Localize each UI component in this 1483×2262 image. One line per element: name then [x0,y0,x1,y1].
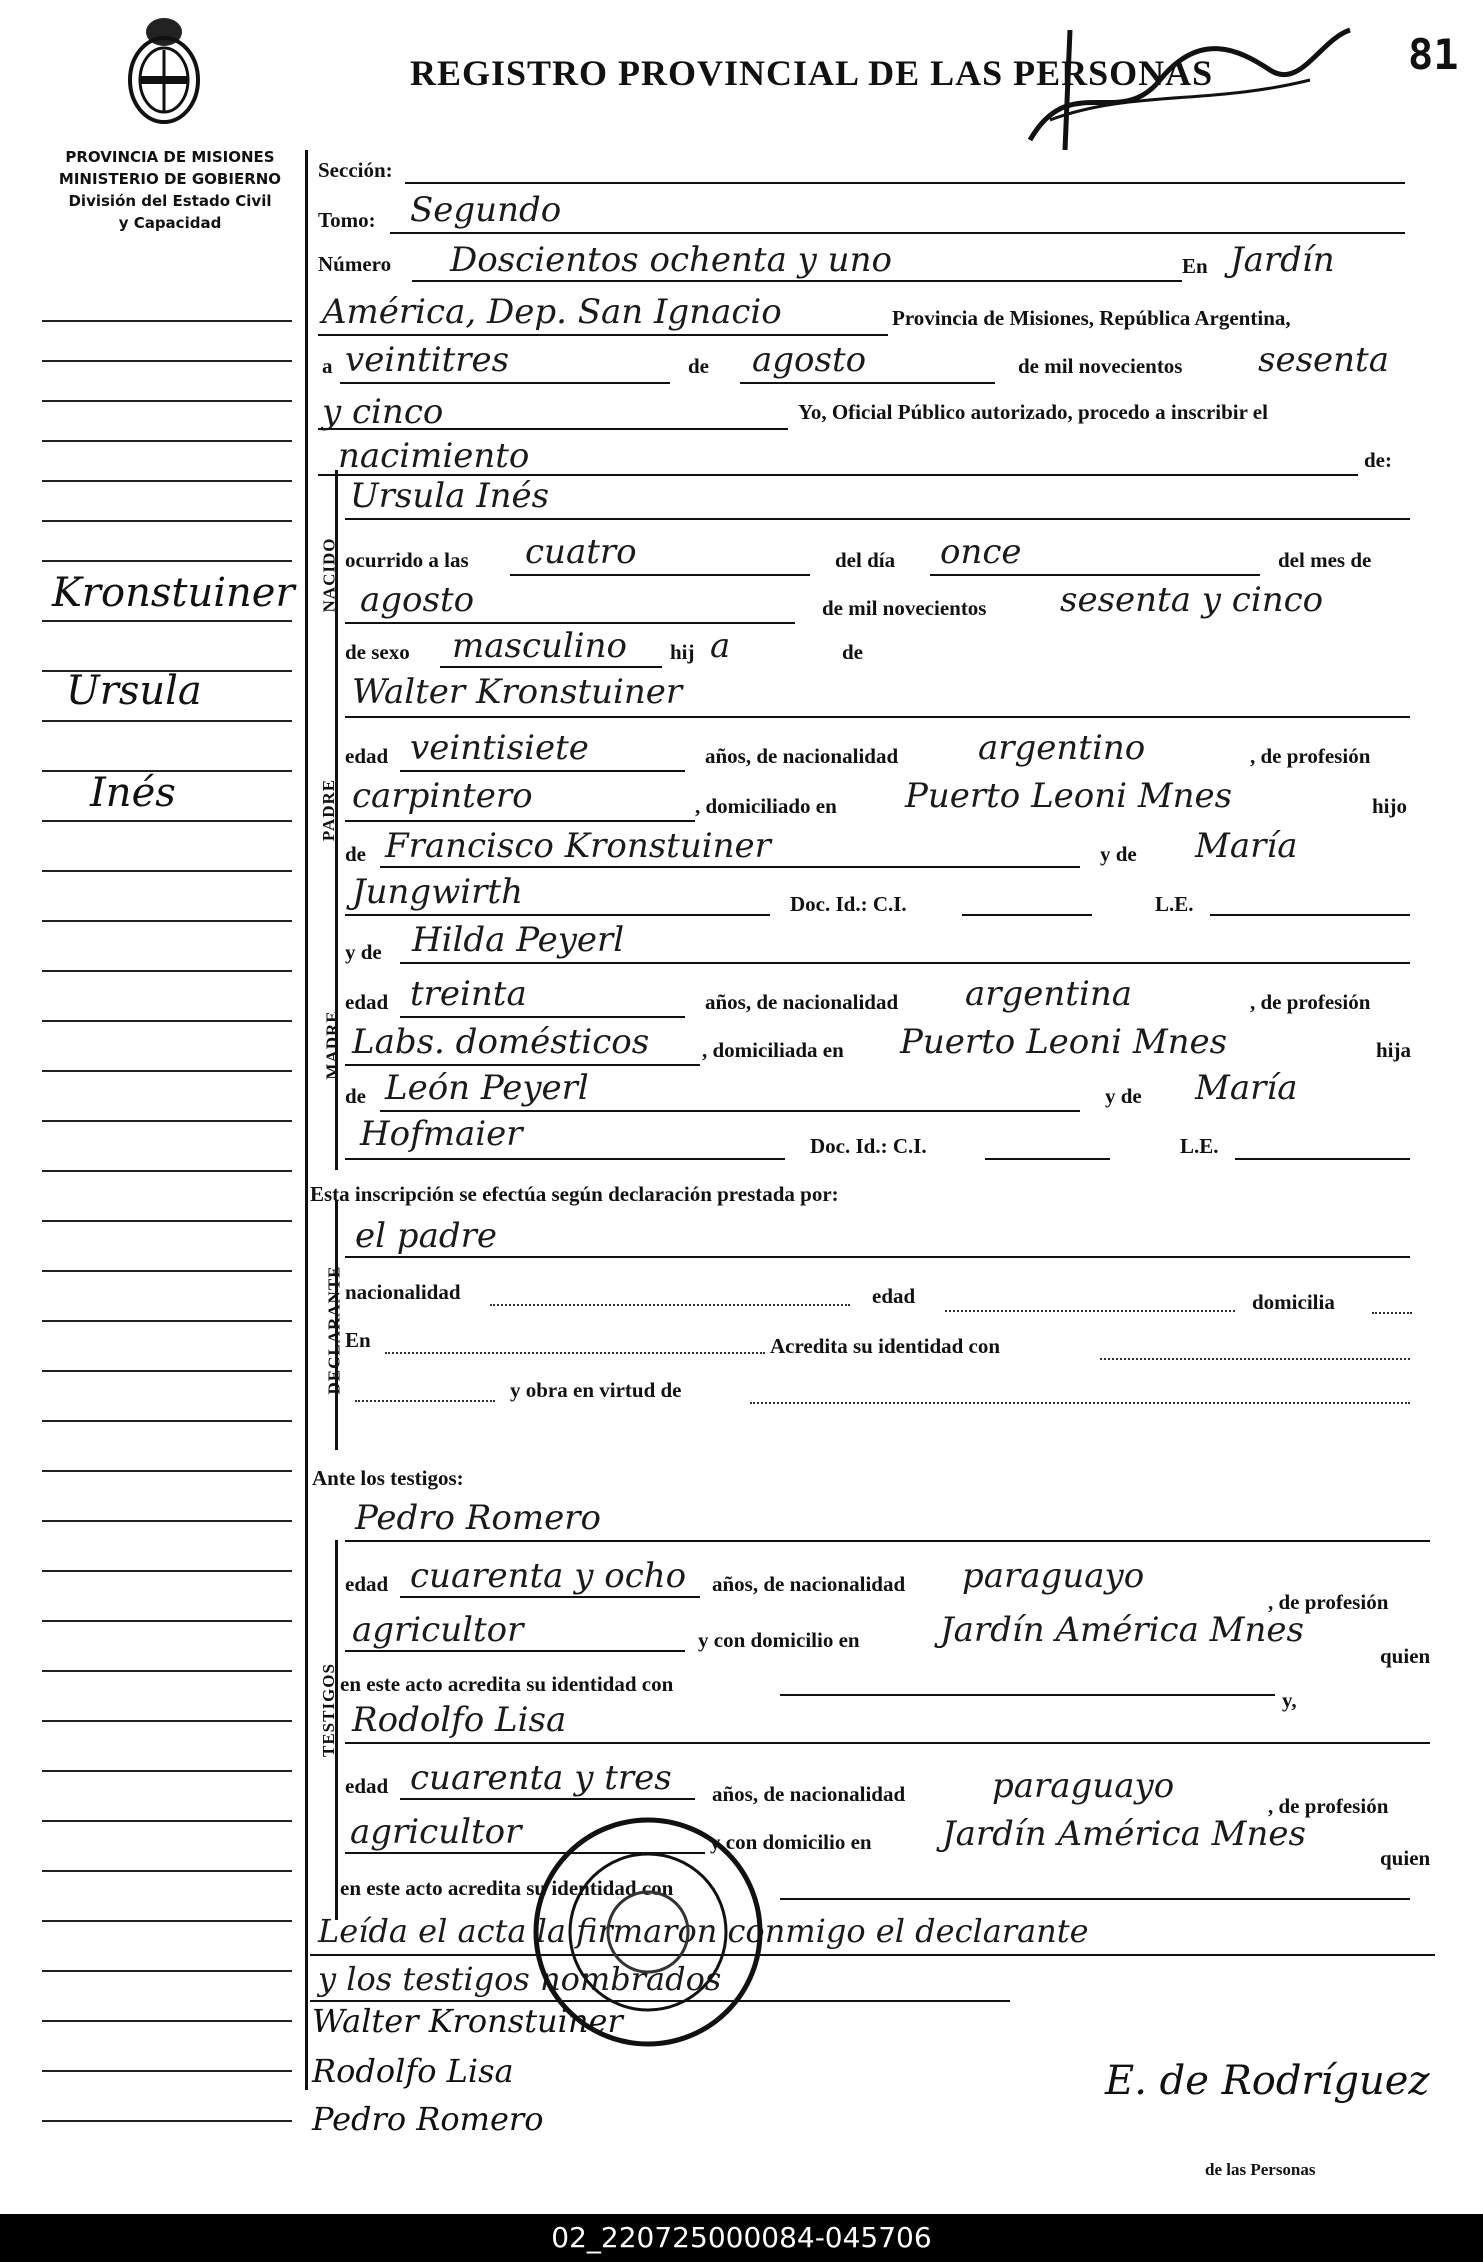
tomo-value: Segundo [410,190,562,230]
madre-padre-line [380,1110,1080,1112]
padre-nac-value: argentino [978,728,1146,768]
mes-line [345,622,795,624]
padre-dom-value: Puerto Leoni Mnes [905,776,1233,816]
le-label-1: L.E. [1155,892,1194,916]
t1-edad-value: cuarenta y ocho [410,1556,687,1596]
nombre-line [345,518,1410,520]
acto-value: nacimiento [338,436,530,476]
sexo-value: masculino [452,626,628,666]
hora-value: cuatro [525,532,637,572]
t1-acredita-line [780,1694,1275,1696]
de-colon-label: de: [1364,448,1392,472]
signature-witness-2: Rodolfo Lisa [312,2052,514,2090]
cierre-2: y los testigos nombrados [318,1960,722,1998]
de-label-4: de [345,1084,366,1108]
dia-line [930,574,1260,576]
margin-surname: Kronstuiner [52,570,295,616]
t2-acredita-label: en este acto acredita su identidad con [340,1876,674,1900]
t2-nac-label: años, de nacionalidad [712,1782,906,1806]
acredita-line [1100,1358,1410,1360]
madre-padre-value: León Peyerl [385,1068,589,1108]
nacionalidad-label: nacionalidad [345,1280,461,1304]
t1-nac-value: paraguayo [962,1556,1145,1596]
obra-label: y obra en virtud de [510,1378,682,1402]
t1-nac-label: años, de nacionalidad [712,1572,906,1596]
en-line-2 [385,1352,765,1354]
nacionalidad-line [490,1304,850,1306]
madre-nac-value: argentina [965,974,1133,1014]
t1-prof-value: agricultor [352,1610,524,1650]
ministry-block [40,146,300,234]
ministry-label: MINISTERIO DE GOBIERNO [58,170,282,188]
t1-prof-line [345,1650,685,1652]
acredita-label: Acredita su identidad con [770,1334,1001,1358]
t1-edad-label: edad [345,1572,389,1596]
ocurrido-label: ocurrido a las [345,548,469,572]
anio-a2-line [318,428,788,430]
dia-a-value: veintitres [345,340,510,380]
provincia-label: Provincia de Misiones, República Argentina, [892,306,1291,330]
de-label-1: de [688,354,709,378]
padre-nac-label: años, de nacionalidad [705,744,899,768]
nombre-value: Ursula Inés [350,476,550,516]
margin-name-2: Inés [90,770,176,816]
y-de-label-2: y de [345,940,382,964]
padre-padre-line [380,866,1080,868]
anio-a2-value: y cinco [322,392,444,432]
t2-quien-label: quien [1380,1846,1431,1870]
padre-prof-line [345,820,695,822]
document-code-bar: 02_220725000084-045706 [0,2214,1483,2262]
sexo-line [440,666,662,668]
seccion-label: Sección: [318,158,393,182]
t2-edad-value: cuarenta y tres [410,1758,672,1798]
testigo1-line [345,1540,1430,1542]
coat-of-arms-icon [118,10,210,130]
t1-prof-label: , de profesión [1268,1590,1389,1614]
lugar-value: América, Dep. San Ignacio [322,292,782,332]
padre-madre1-value: María [1195,826,1298,866]
obra-line [750,1402,1410,1404]
doc-id-label-1: Doc. Id.: C.I. [790,892,907,916]
padre-madre2-line [345,914,770,916]
t2-prof-label: , de profesión [1268,1794,1389,1818]
padre-edad-value: veintisiete [410,728,589,768]
en-value: Jardín [1230,240,1335,280]
division-label: División del Estado Civil [68,192,272,210]
t2-dom-value: Jardín América Mnes [942,1814,1306,1854]
testigos-label: TESTIGOS [319,1663,338,1757]
padre-padre-value: Francisco Kronstuiner [385,826,771,866]
t1-edad-line [400,1596,700,1598]
edad-label-2: edad [872,1284,916,1308]
mes-a-line [740,382,995,384]
division-label-2: y Capacidad [118,214,222,232]
y-de-label-3: y de [1105,1084,1142,1108]
form-left-border [305,150,308,2090]
mes-a-value: agosto [752,340,867,380]
madre-dom-label: , domiciliada en [702,1038,844,1062]
testigo2-line [345,1742,1430,1744]
madre-madre2-line [345,1158,785,1160]
t2-acredita-line [780,1898,1410,1900]
padre-prof-value: carpintero [352,776,533,816]
t1-acredita-label: en este acto acredita su identidad con [340,1672,674,1696]
padre-nombre-line [345,716,1410,718]
hij-suffix-value: a [710,626,731,666]
le-line-2 [1235,1158,1410,1160]
del-dia-label: del día [835,548,896,572]
t2-edad-label: edad [345,1774,389,1798]
t2-prof-value: agricultor [350,1812,522,1852]
madre-dom-value: Puerto Leoni Mnes [900,1022,1228,1062]
madre-nombre-line [400,962,1410,964]
declarante-label: DECLARANTE [324,1265,344,1395]
padre-dom-label: , domiciliado en [695,794,837,818]
padre-nombre-value: Walter Kronstuiner [352,672,683,712]
tomo-line [390,232,1405,234]
le-label-2: L.E. [1180,1134,1219,1158]
hij-label: hij [670,640,695,664]
y-de-label-1: y de [1100,842,1137,866]
signature-official: E. de Rodríguez [1105,2058,1430,2104]
domicilia-line [1372,1312,1412,1314]
padre-edad-line [400,770,685,772]
madre-edad-value: treinta [410,974,527,1014]
en-label: En [1182,254,1208,278]
anio-a1-value: sesenta [1258,340,1389,380]
ante-label: Ante los testigos: [312,1466,464,1490]
testigo1-value: Pedro Romero [355,1498,601,1538]
madre-edad-line [400,1016,685,1018]
dia-value: once [940,532,1022,572]
sexo-label: de sexo [345,640,410,664]
domicilia-label: domicilia [1252,1290,1335,1314]
declarante-line [345,1256,1410,1258]
signature-father: Walter Kronstuiner [312,2002,623,2040]
madre-prof-line [345,1064,700,1066]
top-signature-scribble [1010,10,1370,160]
doc-id-line-1 [962,914,1092,916]
declarante-value: el padre [355,1216,497,1256]
padre-prof-label: , de profesión [1250,744,1371,768]
del-mes-label: del mes de [1278,548,1372,572]
hora-line [510,574,810,576]
madre-label: MADRE [322,1010,342,1080]
padre-edad-label: edad [345,744,389,768]
oficial-label: Yo, Oficial Público autorizado, procedo a inscribir el [798,400,1268,424]
hijo-label: hijo [1372,794,1408,818]
folio-number: 81 [1408,30,1459,79]
de-las-personas-label: de las Personas [1205,2160,1316,2179]
anio-value: sesenta y cinco [1060,580,1324,620]
madre-prof-label: , de profesión [1250,990,1371,1014]
t1-dom-label: y con domicilio en [698,1628,860,1652]
tomo-label: Tomo: [318,208,376,232]
t2-dom-label: y con domicilio en [710,1830,872,1854]
en-label-2: En [345,1328,371,1352]
doc-id-label-2: Doc. Id.: C.I. [810,1134,927,1158]
de-label-2: de [842,640,863,664]
madre-nac-label: años, de nacionalidad [705,990,899,1014]
inscripcion-label: Esta inscripción se efectúa según declaración prestada por: [310,1182,839,1206]
madre-nombre-value: Hilda Peyerl [412,920,625,960]
doc-id-line-2 [985,1158,1110,1160]
de-label-3: de [345,842,366,866]
madre-prof-value: Labs. domésticos [352,1022,650,1062]
cierre-1: Leída el acta la firmaron conmigo el declarante [318,1912,1089,1950]
nacido-label: NACIDO [319,537,339,613]
mes-value: agosto [360,580,475,620]
padre-madre2-value: Jungwirth [352,872,523,912]
cierre-line-1 [310,1954,1435,1956]
madre-edad-label: edad [345,990,389,1014]
province-label: PROVINCIA DE MISIONES [65,148,275,166]
signature-witness-1: Pedro Romero [312,2100,544,2138]
padre-label: PADRE [319,778,339,842]
t1-quien-label: quien [1380,1644,1431,1668]
seccion-line [405,182,1405,184]
edad-line-2 [945,1310,1235,1312]
numero-value: Doscientos ochenta y uno [450,240,892,280]
a-label: a [322,354,333,378]
obra-pre-line [355,1400,495,1402]
hija-label: hija [1376,1038,1412,1062]
madre-madre1-value: María [1195,1068,1298,1108]
margin-name-1: Ursula [66,668,202,714]
mil-nov-label-1: de mil novecientos [1018,354,1183,378]
madre-madre2-value: Hofmaier [360,1114,523,1154]
le-line-1 [1210,914,1410,916]
y-comma-label: y, [1282,1688,1297,1712]
dia-a-line [340,382,670,384]
mil-nov-label-2: de mil novecientos [822,596,987,620]
t2-edad-line [400,1798,695,1800]
t1-dom-value: Jardín América Mnes [940,1610,1304,1650]
testigo2-value: Rodolfo Lisa [352,1700,567,1740]
lugar-line [318,334,888,336]
numero-line [412,280,1182,282]
page-title: REGISTRO PROVINCIAL DE LAS PERSONAS [410,53,1214,93]
numero-label: Número [318,252,392,276]
t2-nac-value: paraguayo [992,1766,1175,1806]
